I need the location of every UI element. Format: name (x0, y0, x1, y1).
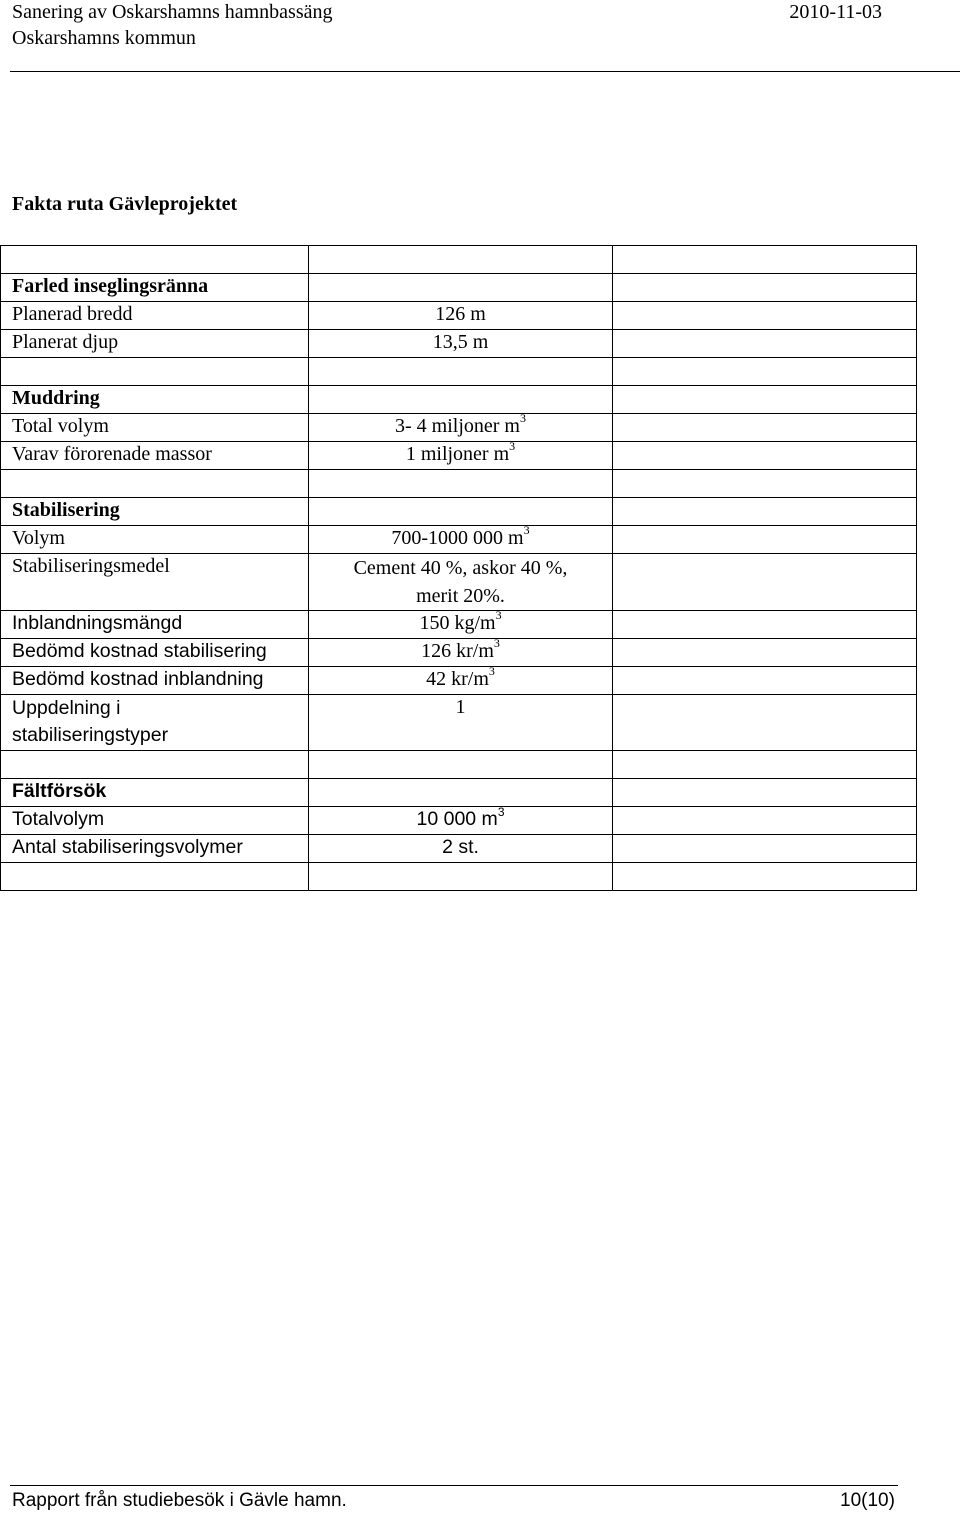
table-row (1, 835, 917, 863)
table-row (1, 611, 917, 639)
row-value: 126 $kr/m^3$ (309, 639, 613, 667)
table-row (1, 470, 917, 498)
row-label: Bedömd kostnad inblandning (1, 667, 309, 695)
header-divider (10, 71, 960, 72)
row-label: Inblandningsmängd (1, 611, 309, 639)
row-value: 700-1000 000 $m^3$ (309, 526, 613, 554)
row-label: Uppdelning i stabiliseringstyper (1, 695, 309, 751)
row-value: 126 m (309, 302, 613, 330)
section-title-faltforsok: Fältförsök (1, 779, 309, 807)
row-value: 13,5 m (309, 330, 613, 358)
footer-divider (10, 1485, 898, 1486)
row-value: Cement 40 %, askor 40 %, merit 20%. (309, 554, 613, 611)
row-label: Planerat djup (1, 330, 309, 358)
footer-text: Rapport från studiebesök i Gävle hamn. (12, 1490, 347, 1511)
row-label: Varav förorenade massor (1, 442, 309, 470)
page-heading: Fakta ruta Gävleprojektet (12, 193, 238, 215)
table-row (1, 751, 917, 779)
table-row (1, 442, 917, 470)
table-row (1, 667, 917, 695)
table-row (1, 302, 917, 330)
table-row (1, 414, 917, 442)
row-value: 2 st. (309, 835, 613, 863)
table-row (1, 386, 917, 414)
table-row (1, 807, 917, 835)
table-row (1, 274, 917, 302)
fakta-table (0, 245, 917, 891)
header-subtitle: Oskarshamns kommun (12, 27, 196, 49)
table-row (1, 779, 917, 807)
table-row (1, 246, 917, 274)
table-row (1, 498, 917, 526)
row-value: 42 $kr/m^3$ (309, 667, 613, 695)
row-label: Antal stabiliseringsvolymer (1, 835, 309, 863)
table-row (1, 863, 917, 891)
header-title: Sanering av Oskarshamns hamnbassäng (12, 1, 333, 23)
row-label: Bedömd kostnad stabilisering (1, 639, 309, 667)
row-label: Volym (1, 526, 309, 554)
table-row (1, 330, 917, 358)
row-value: 1 (309, 695, 613, 751)
table-row (1, 695, 917, 751)
page-number: 10(10) (840, 1490, 895, 1511)
table-row (1, 554, 917, 611)
table-row (1, 639, 917, 667)
row-label: Total volym (1, 414, 309, 442)
section-title-stabilisering: Stabilisering (1, 498, 309, 526)
table-row (1, 526, 917, 554)
section-title-muddring: Muddring (1, 386, 309, 414)
row-label: Planerad bredd (1, 302, 309, 330)
row-value: 150 $kg/m^3$ (309, 611, 613, 639)
table-row (1, 358, 917, 386)
row-value: 10 000 $m^3$ (309, 807, 613, 835)
section-title-farled: Farled inseglingsränna (1, 274, 309, 302)
header-date: 2010-11-03 (789, 1, 882, 23)
row-label: Totalvolym (1, 807, 309, 835)
row-label: Stabiliseringsmedel (1, 554, 309, 611)
row-value: 1 miljoner $m^3$ (309, 442, 613, 470)
row-value: 3- 4 miljoner $m^3$ (309, 414, 613, 442)
